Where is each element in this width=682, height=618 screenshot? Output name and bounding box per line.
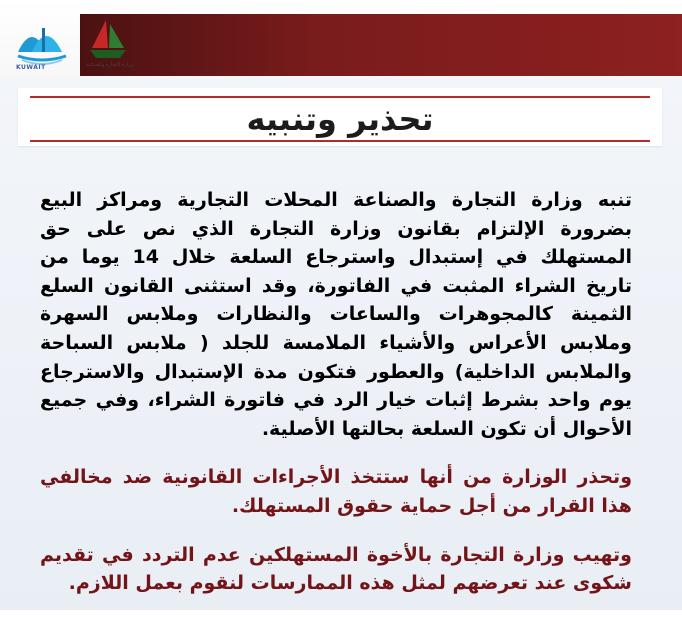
page-title: تحذير وتنبيه xyxy=(246,100,434,138)
paragraph-exchange-policy: تنبه وزارة التجارة والصناعة المحلات التجارية ومراكز البيع بضرورة الإلتزام بقانون وزارة التجارة الذي نص على حق المستهلك في إستبدال واسترجاع السلعة خلال 14 يوما من تاريخ الشراء المثبت في الفاتورة، وقد استثنى القانون السلع الثمينة كالمجوهرات والساعات والنظارات وملابس السهرة وملابس الأعراس والأشياء الملامسة للجلد ( ملابس السباحة والملابس الداخلية) والعطور فتكون مدة الإستبدال والاسترجاع يوم واحد بشرط إثبات خيار الرد في فاتورة الشراء، وفي جميع الأحوال أن تكون السلعة بحالتها الأصلية. xyxy=(40,189,632,440)
notice-body xyxy=(40,186,632,618)
header-ribbon xyxy=(80,14,682,76)
ministry-logo-caption: وزارة التجارة والصناعة xyxy=(86,62,133,68)
paragraph-complaint-call: وتهيب وزارة التجارة بالأخوة المستهلكين عدم التردد في تقديم شكوى عند تعرضهم لمثل هذه الممارسات لنقوم بعمل اللازم. xyxy=(40,543,632,595)
kuwait-logo-caption: KUWAIT xyxy=(16,64,46,71)
paragraph-warning: وتحذر الوزارة من أنها ستتخذ الأجراءات القانونية ضد مخالفي هذا القرار من أجل حماية حقوق المستهلك. xyxy=(40,466,632,517)
title-frame xyxy=(30,96,650,142)
title-panel xyxy=(18,88,662,146)
